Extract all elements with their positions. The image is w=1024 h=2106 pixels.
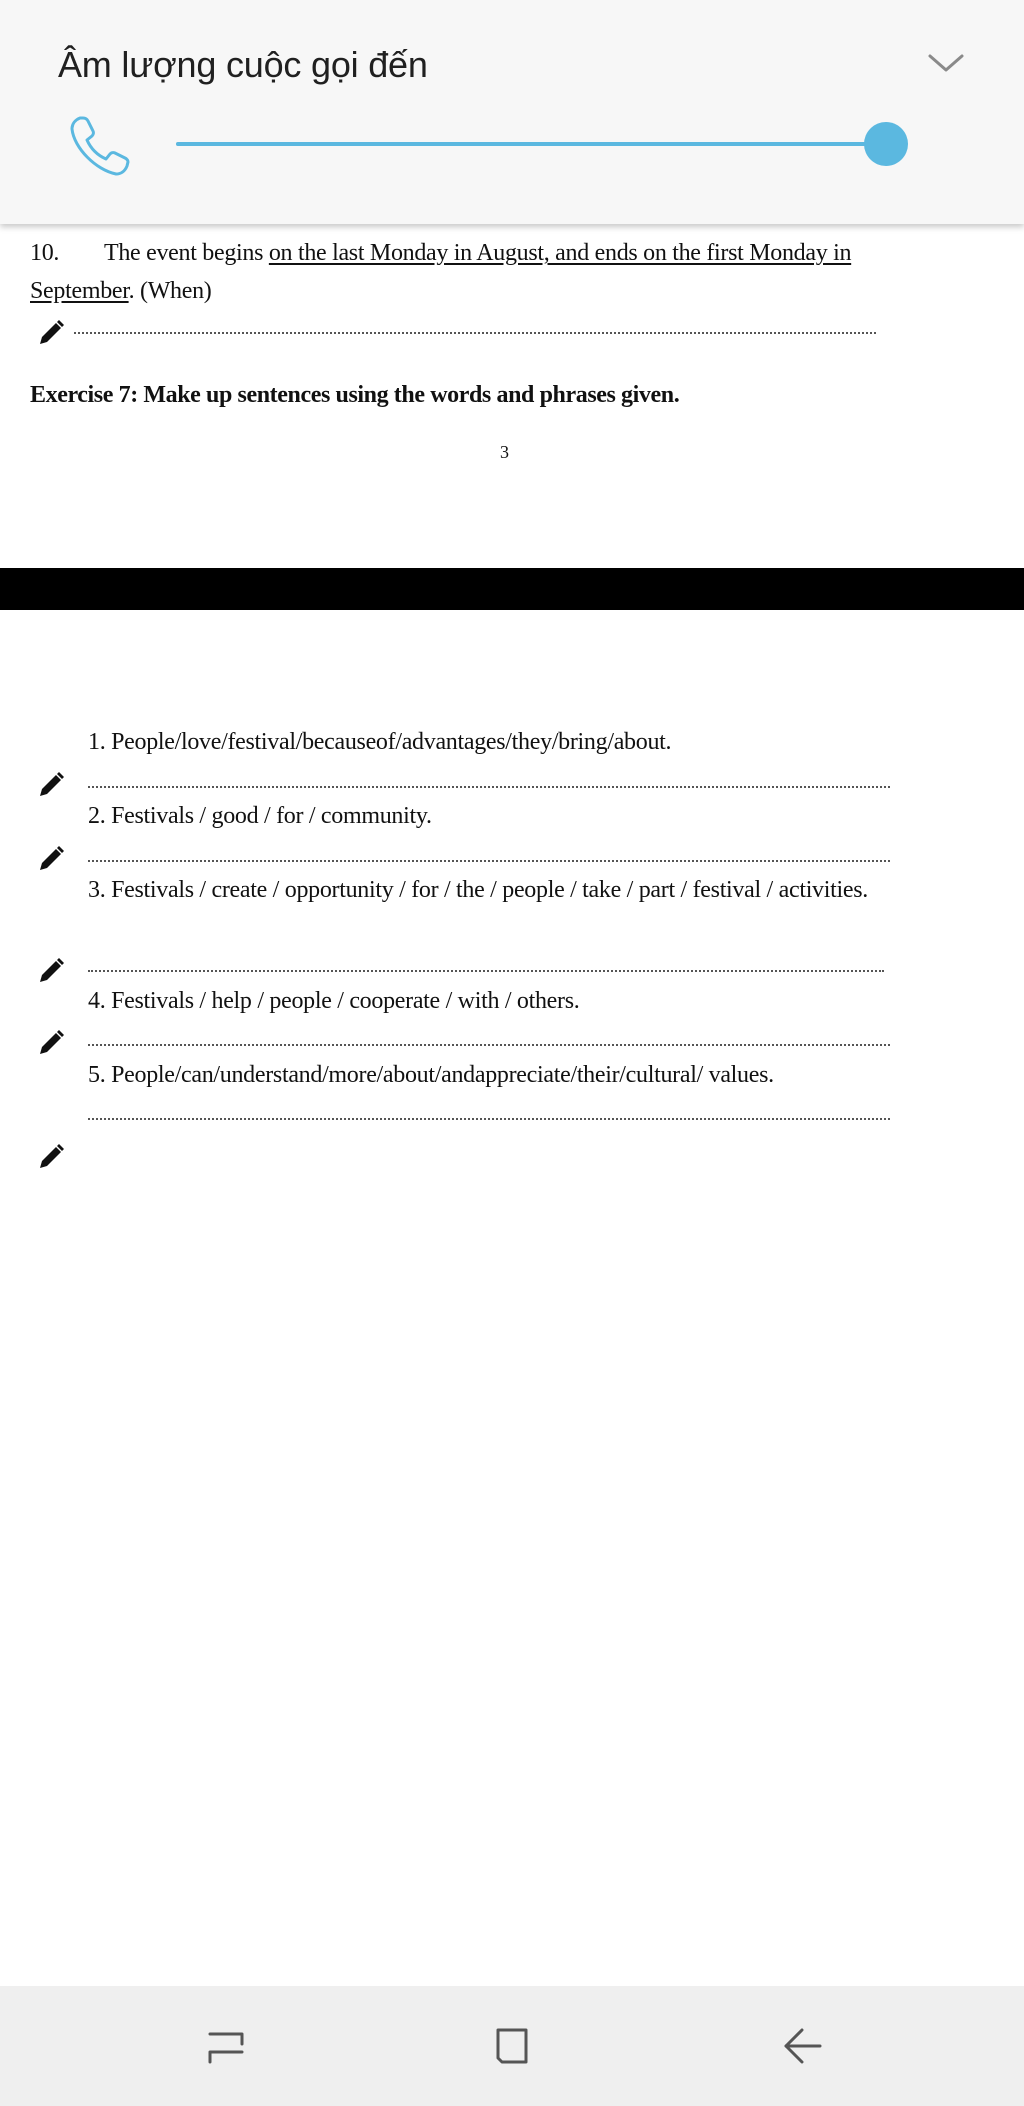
pencil-icon [36, 1028, 66, 1058]
answer-line-2[interactable] [88, 860, 890, 862]
question-10-text-before: The event begins [104, 240, 269, 266]
volume-panel [0, 0, 1024, 224]
question-10-underlined-part1: on the last Monday in August, and ends on the first Monday in [268, 240, 852, 266]
navigation-bar [0, 1986, 1024, 2106]
volume-title: Âm lượng cuộc gọi đến [58, 44, 428, 85]
recent-apps-button[interactable] [186, 2008, 266, 2084]
exercise-item-2: 2. Festivals / good / for / community. [88, 803, 432, 829]
phone-icon [66, 112, 134, 180]
volume-slider-fill [176, 142, 886, 146]
exercise-item-3: 3. Festivals / create / opportunity / for / the / people / take / part / festival / activities. [88, 877, 868, 903]
home-button[interactable] [472, 2008, 552, 2084]
volume-slider[interactable] [176, 142, 886, 146]
answer-line[interactable] [74, 332, 876, 334]
pencil-icon [36, 844, 66, 874]
answer-line-3[interactable] [88, 970, 884, 972]
recent-apps-icon [202, 2022, 250, 2070]
question-10-number: 10. [30, 240, 60, 266]
question-10 [30, 234, 990, 310]
back-button[interactable] [762, 2008, 842, 2084]
pencil-icon [36, 770, 66, 800]
question-10-underlined-part2: September [30, 278, 129, 304]
page-number: 3 [500, 442, 509, 462]
answer-line-4[interactable] [88, 1044, 890, 1046]
pencil-icon [36, 956, 66, 986]
chevron-down-icon [920, 44, 972, 84]
pencil-icon [36, 1142, 66, 1172]
volume-slider-thumb[interactable] [864, 122, 908, 166]
page-divider [0, 568, 1024, 610]
exercise-item-4: 4. Festivals / help / people / cooperate / with / others. [88, 988, 580, 1014]
back-icon [778, 2022, 826, 2070]
answer-line-5[interactable] [88, 1118, 890, 1120]
home-icon [488, 2022, 536, 2070]
answer-line-1[interactable] [88, 786, 890, 788]
exercise-item-5: 5. People/can/understand/more/about/andappreciate/their/cultural/ values. [88, 1062, 774, 1088]
exercise-7-heading: Exercise 7: Make up sentences using the words and phrases given. [30, 382, 680, 408]
pencil-icon [36, 318, 66, 348]
exercise-item-1: 1. People/love/festival/becauseof/advantages/they/bring/about. [88, 729, 672, 755]
collapse-button[interactable] [920, 44, 972, 84]
question-10-text-after: . (When) [128, 278, 212, 304]
